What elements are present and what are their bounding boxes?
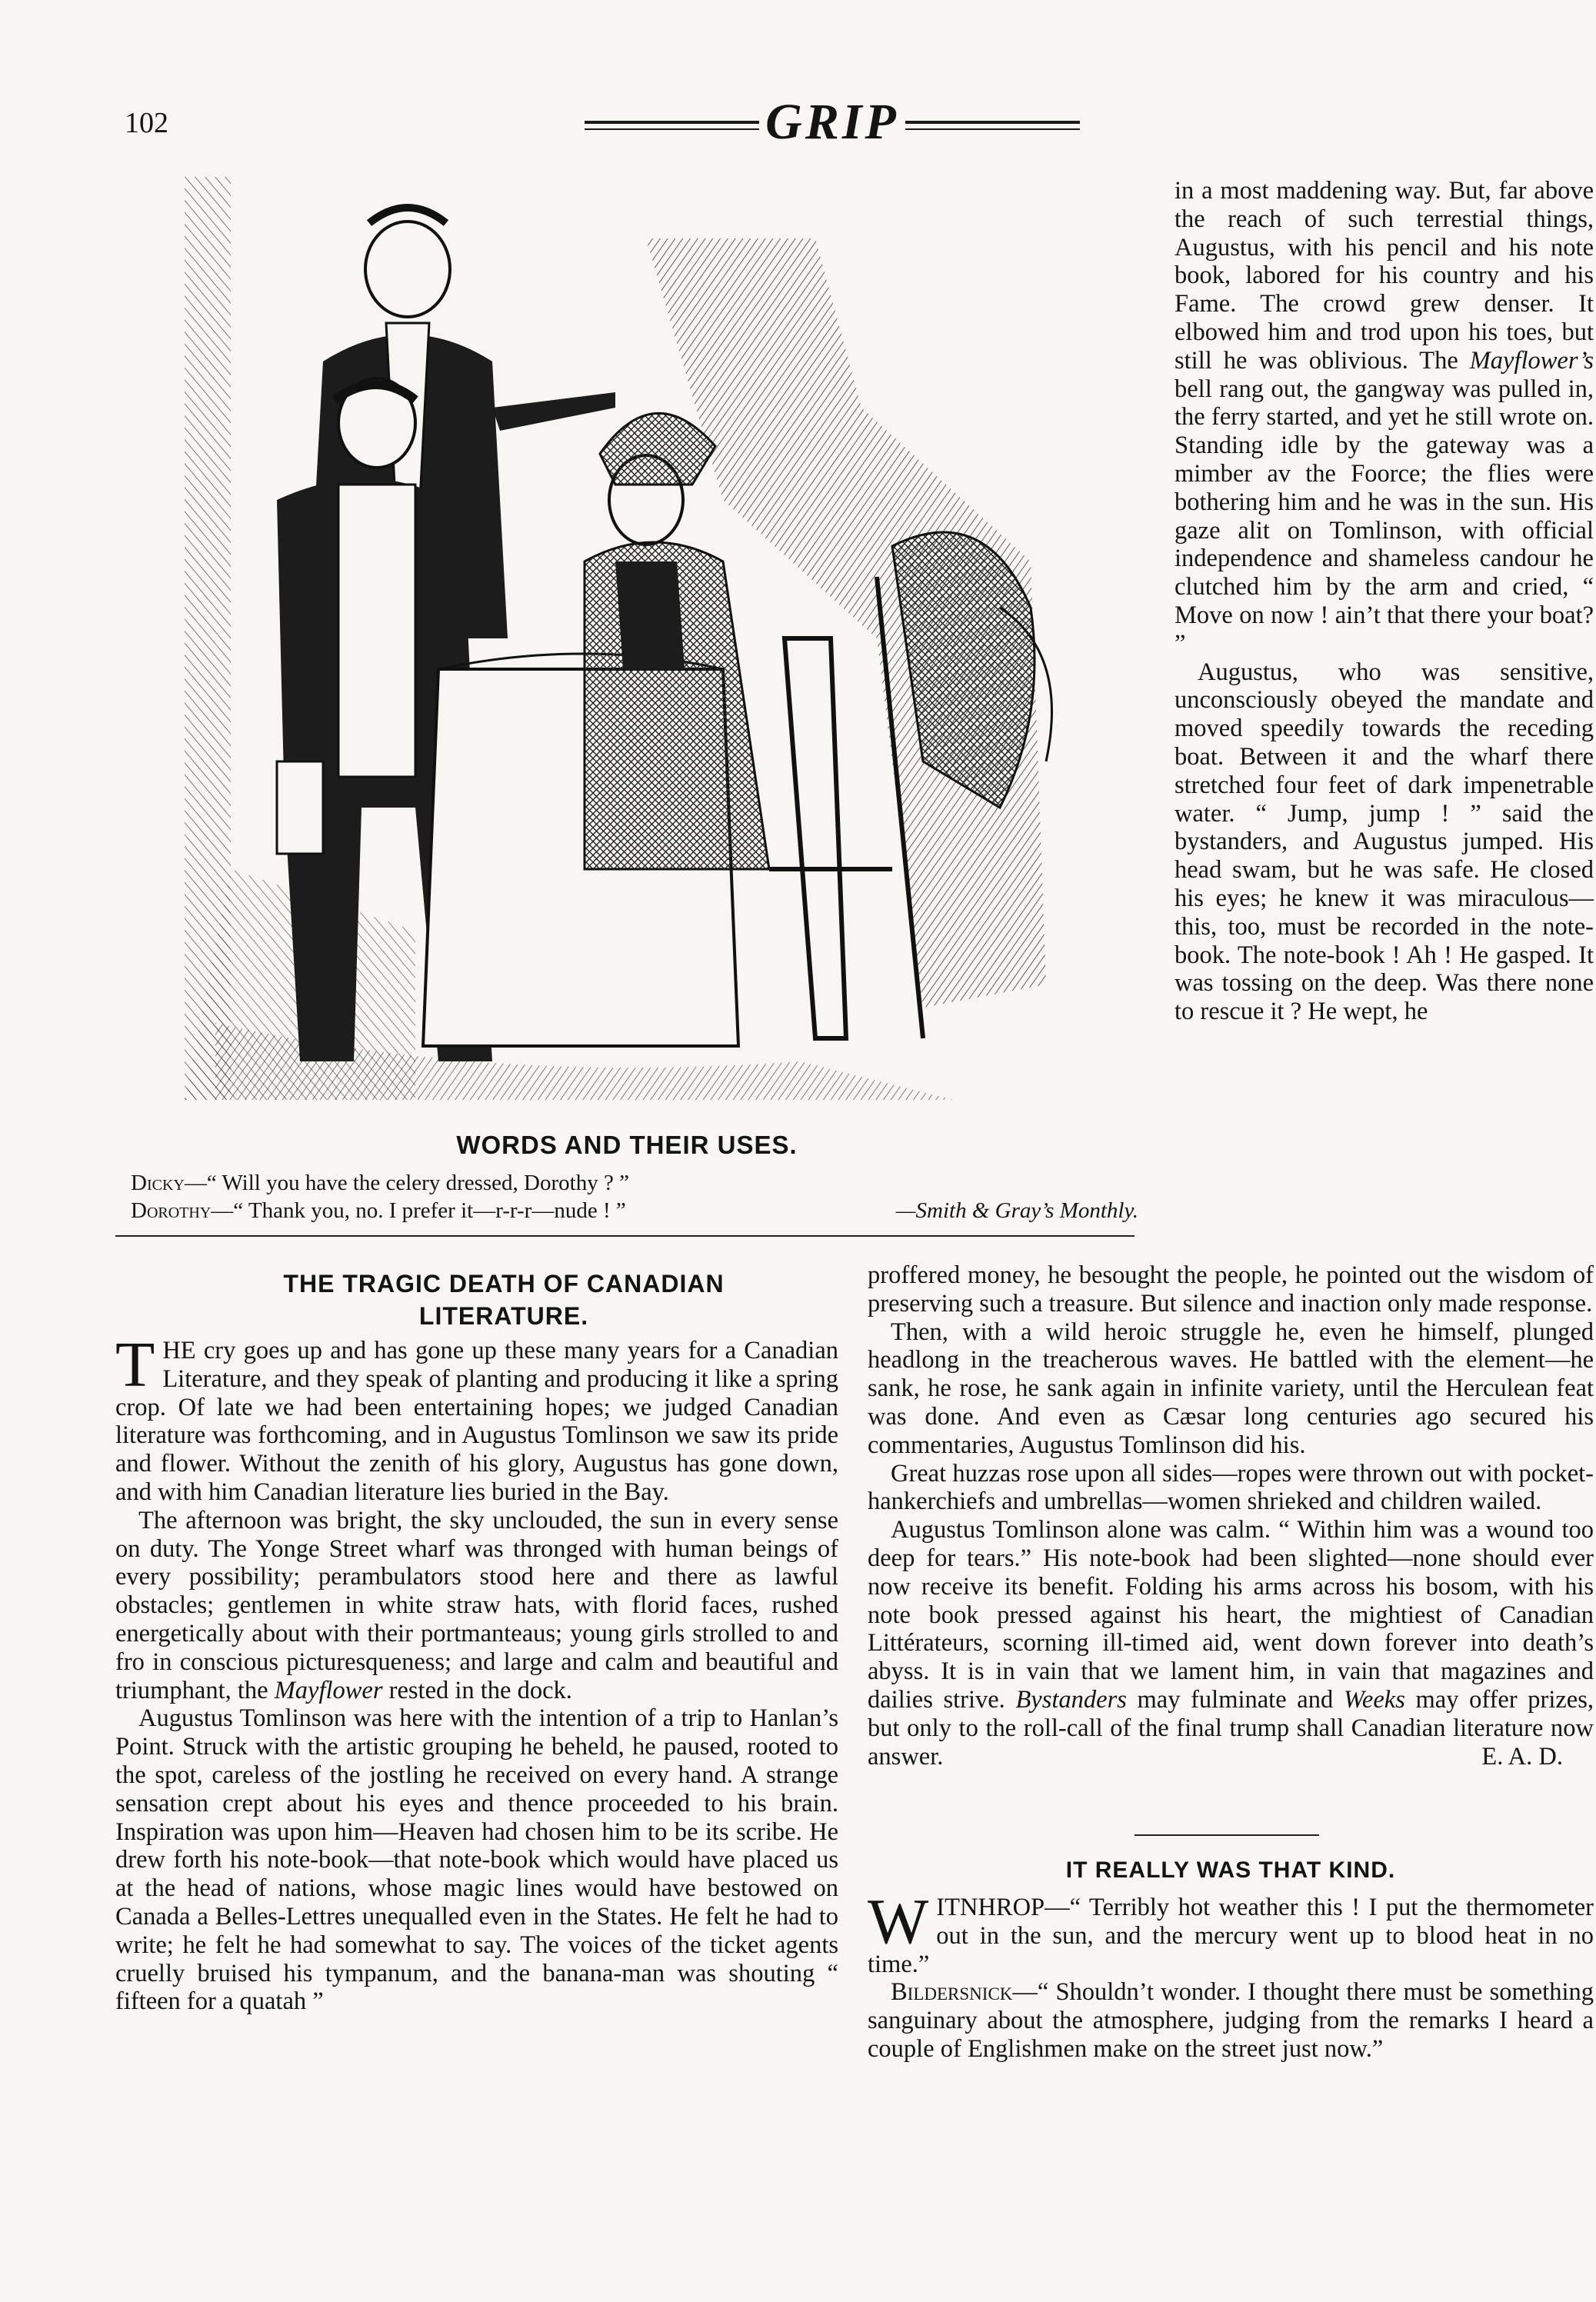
short-drop-cap: W (868, 1886, 929, 1957)
dialogue-source: —Smith & Gray’s Monthly. (895, 1198, 1138, 1223)
engraving-illustration (185, 177, 1108, 1123)
paragraph-2-text-b: rested in the dock. (382, 1676, 572, 1704)
paragraph-r6-text-b: may fulminate and (1126, 1685, 1344, 1714)
article-title-line-1: THE TRAGIC DEATH OF CANADIAN (283, 1270, 725, 1298)
illustration-divider (115, 1235, 1135, 1237)
article-paragraph-r5: Great huzzas rose upon all sides—ropes were thrown out with pocket-hankerchiefs and umbrellas—women shrieked and children wailed. (868, 1459, 1594, 1516)
article-column-right (868, 1261, 1594, 1771)
paragraph-2-text-a: The afternoon was bright, the sky unclouded, the sun in every sense on duty. The Yonge Street wharf was thronged with human beings of every possibility; perambulators stood here and there as lawful obstacles; gentlemen in white straw hats, with florid faces, rushed energetically about with their portmanteaus; young girls strolled to and fro in conscious picturesqueness; and large and calm and beautiful and triumphant, the (115, 1506, 838, 1704)
article-paragraph-r1 (1175, 177, 1594, 658)
dialogue-line-1-text: —“ Will you have the celery dressed, Dorothy ? ” (184, 1171, 629, 1195)
paragraph-1-text: HE cry goes up and has gone up these many years for a Canadian Literature, and they speak of planting and producing it like a spring crop. Of late we had been entertaining hopes; we judged Canadian literature was forthcoming, and in Augustus Tomlinson we saw its pride and flower. Without the zenith of his glory, Augustus has gone down, and with him Canadian literature lies buried in the Bay. (115, 1337, 838, 1506)
article-title-line-2: LITERATURE. (418, 1302, 589, 1330)
article-signature: E. A. D. (1481, 1742, 1563, 1771)
article-paragraph-r4: Then, with a wild heroic struggle he, even he himself, plunged headlong in the treacherous waves. He battled with the element—he sank, he rose, he sank again in infinite variety, until the Herculean feat was done. And even as Cæsar long centuries ago secured his commentaries, Augustus Tomlinson did his. (868, 1318, 1594, 1459)
paragraph-r6-text-a: Augustus Tomlinson alone was calm. “ Within him was a wound too deep for tears.” His note-book had been slighted—none should ever now receive its benefit. Folding his arms across his bosom, with his note book pressed against his heart, the mightiest of Canadian Littérateurs, scorning ill-timed aid, went down forever into death’s abyss. It is in vain that we lament him, in vain that magazines and dailies strive. (868, 1516, 1594, 1714)
paragraph-r1-text-b: bell rang out, the gangway was pulled in, the ferry started, and yet he still wrote on. Standing idle by the gateway was a mimber av the Foorce; the flies were bothering him and he was in the sun. His gaze alit on Tomlinson, with official independence and shameless candour he clutched him by the arm and cried, “ Move on now ! ain’t that there your boat? ” (1175, 375, 1594, 658)
article-title (177, 1268, 831, 1332)
dialogue-line-1 (131, 1169, 1138, 1197)
short-piece-body (868, 1886, 1594, 2064)
short-piece-title: IT REALLY WAS THAT KIND. (1065, 1857, 1396, 1883)
speaker-dorothy: Dorothy (131, 1198, 212, 1223)
article-paragraph-r6 (868, 1516, 1594, 1771)
paragraph-r6-text-c: may offer prizes, but only to the roll-call of the final trump shall Canadian literature now answer. (868, 1685, 1594, 1771)
page-number: 102 (125, 107, 168, 139)
paragraph-r6-italic-2: Weeks (1343, 1685, 1405, 1714)
article-paragraph-r2: Augustus, who was sensitive, unconsciously obeyed the mandate and moved speedily towards the receding boat. Between it and the wharf there stretched four feet of dark impenetrable water. “ Jump, jump ! ” said the bystanders, and Augustus jumped. His head swam, but he was safe. He closed his eyes; he knew it was miraculous—this, too, must be recorded in the note-book. The note-book ! Ah ! He gasped. It was tossing on the deep. Was there none to rescue it ? He wept, he (1175, 658, 1594, 1026)
short-paragraph-2-text: —“ Shouldn’t wonder. I thought there must be something sanguinary about the atmosphere, judging from the remarks I heard a couple of Englishmen make on the street just now.” (868, 1978, 1594, 2063)
masthead-rule-right (905, 121, 1080, 124)
paragraph-r1-text-a: in a most maddening way. But, far above the reach of such terrestial things, Augustus, with his pencil and his note book, labored for his country and his Fame. The crowd grew denser. It elbowed him and trod upon his toes, but still he was oblivious. The (1175, 177, 1594, 375)
article-paragraph-r3: proffered money, he besought the people, he pointed out the wisdom of preserving such a treasure. But silence and inaction only made response. (868, 1261, 1594, 1318)
speaker-dicky: Dicky (131, 1171, 185, 1195)
drop-cap: T (115, 1329, 155, 1401)
dialogue-line-2 (131, 1197, 1138, 1224)
dialogue-line-2-text: —“ Thank you, no. I prefer it—r-r-r—nude ! ” (211, 1198, 626, 1223)
section-divider (1135, 1834, 1319, 1836)
article-paragraph-1 (115, 1329, 838, 1507)
illustration-dialogue (131, 1169, 1138, 1224)
short-piece-paragraph-1 (868, 1886, 1594, 1978)
masthead-title: GRIP (765, 94, 899, 150)
masthead (578, 91, 1086, 154)
article-column-left (115, 1329, 838, 2016)
paragraph-2-italic: Mayflower (274, 1676, 383, 1704)
paragraph-r6-italic-1: Bystanders (1015, 1685, 1127, 1714)
illustration-caption: WORDS AND THEIR USES. (456, 1131, 798, 1159)
short-paragraph-1-text: ITNHROP—“ Terribly hot weather this ! I put the thermometer out in the sun, and the mercury went up to blood heat in no time.” (868, 1894, 1594, 1978)
article-column-right-top (1175, 177, 1594, 1026)
article-paragraph-2 (115, 1507, 838, 1705)
paragraph-r1-italic: Mayflower’s (1469, 346, 1594, 375)
speaker-bildersnick: Bildersnick (891, 1978, 1013, 2007)
short-piece-paragraph-2 (868, 1978, 1594, 2063)
article-paragraph-3: Augustus Tomlinson was here with the intention of a trip to Hanlan’s Point. Struck with the artistic grouping he beheld, he paused, rooted to the spot, careless of the jostling he received on every hand. A strange sensation crept about his eyes and thence proceeded to his brain. Inspiration was upon him—Heaven had chosen him to be its scribe. He drew forth his note-book—that note-book which would have placed us at the head of nations, whose magic lines would have bestowed on Canada a Belles-Lettres unequalled even in the States. He felt he had to write; he felt he had somewhat to say. The voices of the ticket agents cruelly bruised his tympanum, and the banana-man was shouting “ fifteen for a quatah ” (115, 1704, 838, 2016)
masthead-rule-left (585, 121, 759, 124)
